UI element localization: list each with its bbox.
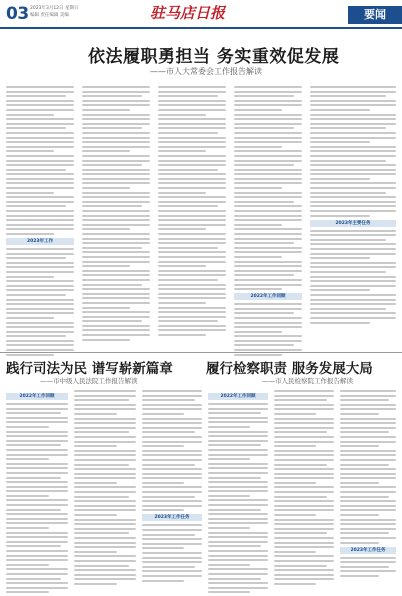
bottom-column-5 [274, 390, 334, 588]
year-label: 2023年工作任务 [340, 547, 396, 554]
bottom-column-1 [6, 390, 68, 596]
page-number: 03 [6, 4, 29, 24]
top-column-4 [234, 86, 302, 358]
newspaper-masthead: 驻马店日报 [150, 4, 226, 22]
section-tag: 要闻 [348, 6, 402, 24]
top-column-2 [82, 86, 150, 343]
year-label: 2023年工作 [6, 238, 74, 245]
top-column-3 [158, 86, 226, 339]
year-label: 2023年主要任务 [310, 220, 396, 227]
header-rule [0, 27, 402, 29]
year-label: 2022年工作回顾 [234, 293, 302, 300]
year-label: 2022年工作回顾 [208, 393, 268, 400]
bottom-column-4 [208, 390, 268, 596]
year-label: 2023年工作任务 [142, 514, 202, 521]
top-subhead: ——市人大常委会工作报告解读 [150, 67, 262, 76]
year-label: 2022年工作回顾 [6, 393, 68, 400]
issue-date: 2023年3月12日 星期日 [30, 6, 79, 11]
bottom-column-2 [74, 390, 136, 588]
editor-line: 编辑 责任编辑 美编 [30, 13, 69, 18]
issue-meta [30, 5, 78, 19]
top-column-5 [310, 86, 396, 326]
bottom-right-headline: 履行检察职责 服务发展大局 [206, 361, 373, 377]
bottom-left-subhead: ——市中级人民法院工作报告解读 [40, 377, 138, 385]
top-headline: 依法履职勇担当 务实重效促发展 [88, 47, 340, 67]
bottom-column-6 [340, 390, 396, 580]
bottom-left-headline: 践行司法为民 谱写崭新篇章 [6, 361, 173, 377]
bottom-right-subhead: ——市人民检察院工作报告解读 [262, 377, 353, 385]
bottom-column-3 [142, 390, 202, 584]
section-divider [0, 352, 402, 353]
top-column-1 [6, 86, 74, 358]
